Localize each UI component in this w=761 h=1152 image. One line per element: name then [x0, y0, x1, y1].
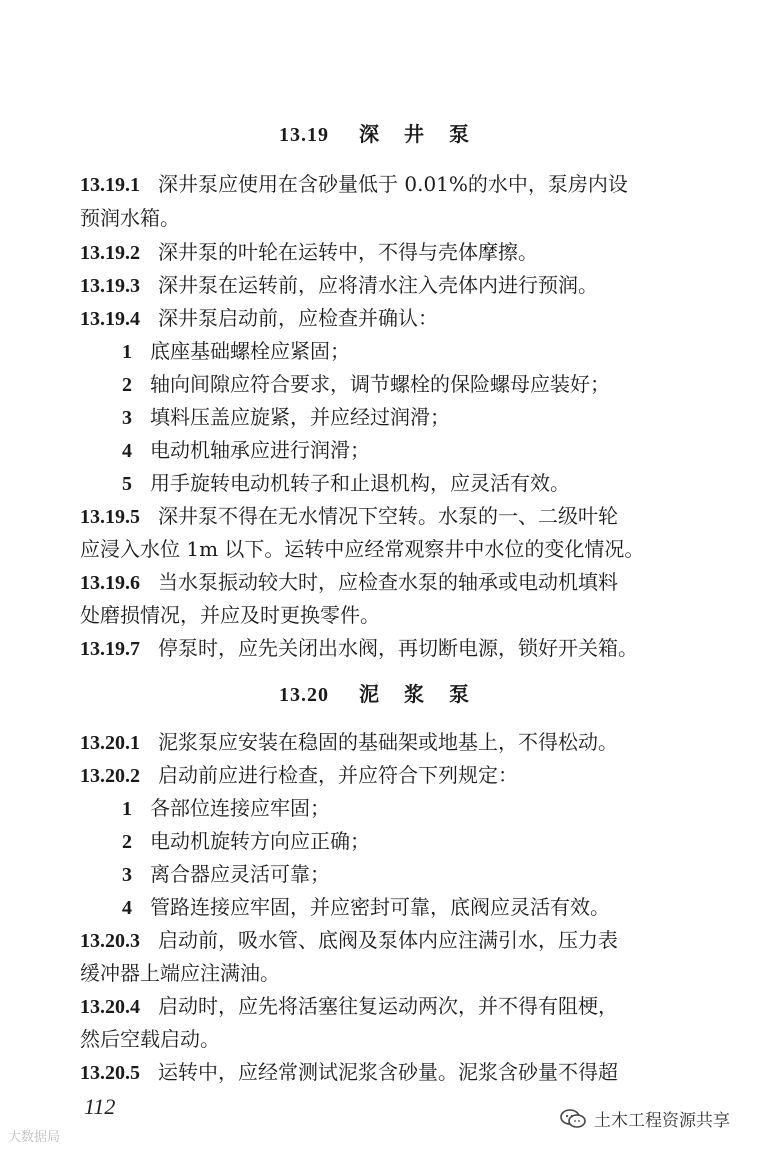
- list-item: [122, 434, 370, 463]
- clause-text: 深井泵的叶轮在运转中，不得与壳体摩擦。: [158, 240, 538, 264]
- item-number: 5: [122, 473, 132, 495]
- clause-13-20-4-cont: 然后空载启动。: [80, 1027, 220, 1051]
- clause-13-19-5: [80, 500, 618, 529]
- title-char: 深: [359, 122, 380, 146]
- clause-text: 启动前应进行检查，并应符合下列规定：: [158, 763, 518, 787]
- clause-text: 深井泵在运转前，应将清水注入壳体内进行预润。: [158, 273, 598, 297]
- clause-13-19-4: [80, 302, 438, 331]
- clause-13-20-4: [80, 990, 618, 1019]
- clause-13-20-2: [80, 759, 518, 788]
- item-text: 轴向间隙应符合要求，调节螺栓的保险螺母应装好；: [150, 372, 610, 396]
- clause-number: 13.20.3: [80, 930, 140, 952]
- clause-number: 13.20.1: [80, 732, 140, 754]
- watermark-right: [560, 1106, 730, 1131]
- clause-number: 13.19.4: [80, 308, 140, 330]
- title-char: 泵: [449, 682, 470, 706]
- clause-text: 深井泵应使用在含砂量低于 0.01%的水中，泵房内设: [158, 172, 628, 196]
- item-number: 2: [122, 831, 132, 853]
- item-number: 4: [122, 897, 132, 919]
- item-number: 3: [122, 864, 132, 886]
- clause-text: 启动前，吸水管、底阀及泵体内应注满引水，压力表: [158, 928, 618, 952]
- item-number: 1: [122, 798, 132, 820]
- clause-number: 13.19.2: [80, 242, 140, 264]
- clause-13-19-2: [80, 236, 538, 265]
- clause-13-19-1: [80, 168, 628, 197]
- clause-13-20-5: [80, 1056, 618, 1085]
- list-item: [122, 891, 610, 920]
- clause-number: 13.19.1: [80, 174, 140, 196]
- section-title-13-19: [0, 118, 761, 147]
- item-text: 用手旋转电动机转子和止退机构，应灵活有效。: [150, 471, 570, 495]
- clause-13-20-1: [80, 726, 618, 755]
- clause-number: 13.19.6: [80, 572, 140, 594]
- item-text: 底座基础螺栓应紧固；: [150, 339, 350, 363]
- title-char: 浆: [404, 682, 425, 706]
- clause-number: 13.19.7: [80, 638, 140, 660]
- clause-13-19-7: [80, 632, 638, 661]
- clause-number: 13.19.5: [80, 506, 140, 528]
- list-item: [122, 467, 570, 496]
- clause-13-19-6: [80, 566, 618, 595]
- section-number: 13.20: [279, 684, 329, 706]
- clause-13-19-3: [80, 269, 598, 298]
- clause-13-20-3-cont: 缓冲器上端应注满油。: [80, 961, 280, 985]
- watermark-left: 大数据局: [8, 1130, 61, 1145]
- item-text: 电动机旋转方向应正确；: [150, 829, 370, 853]
- item-number: 4: [122, 440, 132, 462]
- item-text: 管路连接应牢固，并应密封可靠，底阀应灵活有效。: [150, 895, 610, 919]
- item-number: 3: [122, 407, 132, 429]
- clause-13-19-5-cont: 应浸入水位 1m 以下。运转中应经常观察井中水位的变化情况。: [80, 537, 645, 561]
- item-number: 1: [122, 341, 132, 363]
- item-text: 填料压盖应旋紧，并应经过润滑；: [150, 405, 450, 429]
- clause-number: 13.20.4: [80, 996, 140, 1018]
- watermark-text: 土木工程资源共享: [594, 1111, 730, 1131]
- clause-text: 当水泵振动较大时，应检查水泵的轴承或电动机填料: [158, 570, 618, 594]
- clause-13-19-6-cont: 处磨损情况，并应及时更换零件。: [80, 603, 380, 627]
- clause-number: 13.20.5: [80, 1062, 140, 1084]
- wechat-icon: [560, 1109, 586, 1129]
- clause-13-19-1-cont: 预润水箱。: [80, 206, 180, 230]
- item-text: 各部位连接应牢固；: [150, 796, 330, 820]
- list-item: [122, 825, 370, 854]
- clause-number: 13.19.3: [80, 275, 140, 297]
- clause-text: 启动时，应先将活塞往复运动两次，并不得有阻梗，: [158, 994, 618, 1018]
- clause-text: 深井泵不得在无水情况下空转。水泵的一、二级叶轮: [158, 504, 618, 528]
- clause-number: 13.20.2: [80, 765, 140, 787]
- item-text: 离合器应灵活可靠；: [150, 862, 330, 886]
- clause-text: 运转中，应经常测试泥浆含砂量。泥浆含砂量不得超: [158, 1060, 618, 1084]
- item-text: 电动机轴承应进行润滑；: [150, 438, 370, 462]
- list-item: [122, 858, 330, 887]
- title-char: 泵: [449, 122, 470, 146]
- clause-text: 泥浆泵应安装在稳固的基础架或地基上，不得松动。: [158, 730, 618, 754]
- title-char: 井: [404, 122, 425, 146]
- section-title-13-20: [0, 678, 761, 707]
- list-item: [122, 792, 330, 821]
- clause-text: 停泵时，应先关闭出水阀，再切断电源，锁好开关箱。: [158, 636, 638, 660]
- section-number: 13.19: [279, 124, 329, 146]
- clause-text: 深井泵启动前，应检查并确认：: [158, 306, 438, 330]
- item-number: 2: [122, 374, 132, 396]
- title-char: 泥: [359, 682, 380, 706]
- list-item: [122, 368, 610, 397]
- list-item: [122, 401, 450, 430]
- page-number: 112: [84, 1094, 116, 1119]
- list-item: [122, 335, 350, 364]
- clause-13-20-3: [80, 924, 618, 953]
